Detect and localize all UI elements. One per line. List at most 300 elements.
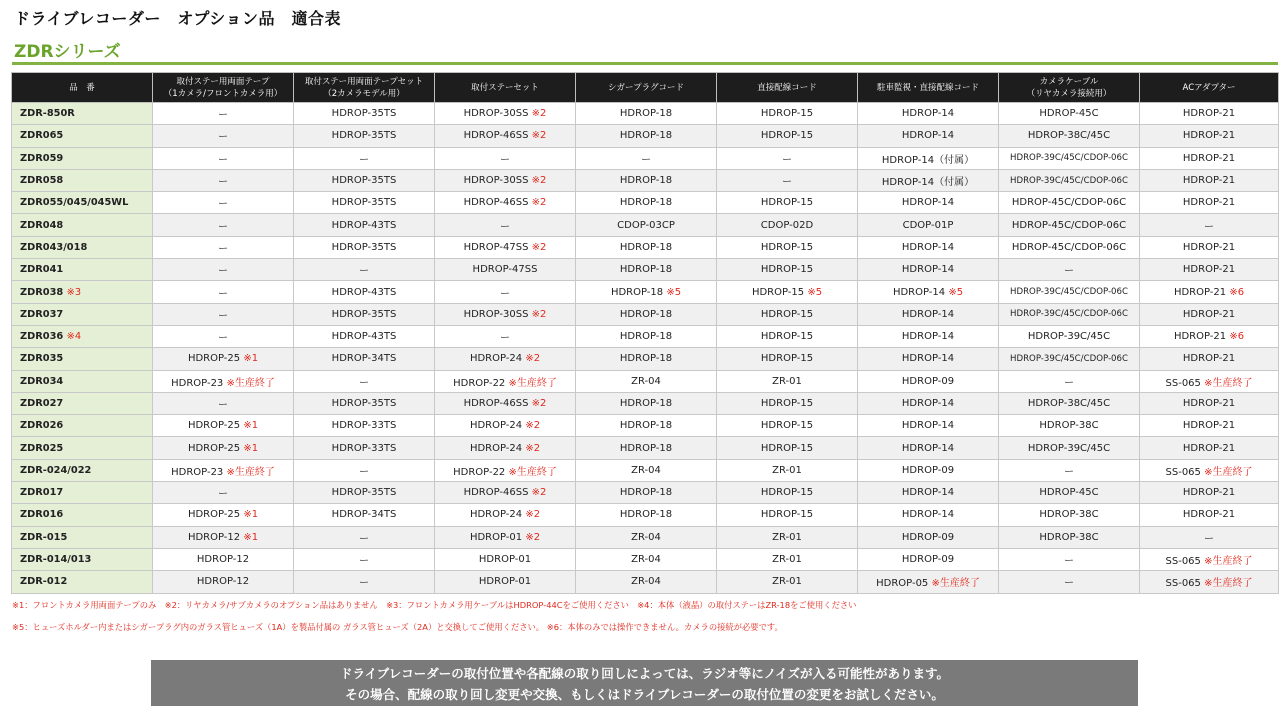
part-cell xyxy=(294,103,435,125)
part-note: ※生産終了 xyxy=(508,377,557,389)
table-row xyxy=(12,103,1279,125)
part-number: HDROP-21 xyxy=(1182,241,1236,253)
part-number: HDROP-30SS xyxy=(463,175,529,187)
part-cell xyxy=(576,281,717,303)
part-number: ー xyxy=(500,154,510,166)
part-cell xyxy=(717,236,858,258)
part-cell xyxy=(1140,192,1279,214)
part-cell xyxy=(858,437,999,459)
part-note: ※2 xyxy=(531,398,547,409)
table-row xyxy=(12,348,1279,370)
part-number: HDROP-46SS xyxy=(463,130,529,142)
part-number: ー xyxy=(1064,266,1074,278)
part-note: ※生産終了 xyxy=(226,377,275,389)
part-number: HDROP-24 xyxy=(469,442,523,454)
part-number: ー xyxy=(500,333,510,345)
model-cell xyxy=(12,548,153,570)
part-cell xyxy=(999,281,1140,303)
model-cell xyxy=(12,214,153,236)
part-number: HDROP-39C/45C/CDOP-06C xyxy=(1010,153,1128,164)
part-cell xyxy=(294,325,435,347)
column-header-sublabel: （1カメラ/フロントカメラ用） xyxy=(163,88,283,99)
part-number: HDROP-21 xyxy=(1182,308,1236,320)
part-note: ※2 xyxy=(531,175,547,187)
column-header xyxy=(294,73,435,103)
part-number: HDROP-22 xyxy=(453,377,506,389)
part-cell xyxy=(717,482,858,504)
part-number: HDROP-30SS xyxy=(463,108,529,120)
column-header-label: シガープラグコード xyxy=(608,82,684,93)
part-number: HDROP-39C/45C/CDOP-06C xyxy=(1010,353,1128,364)
footnote-line-2: ※5：ヒューズホルダー内またはシガープラグ内のガラス管ヒューズ（1A）を製品付属の ガラス管ヒューズ（2A）と交換してご使用ください。 ※6：本体のみでは操作できません。カメラの接続が必要です。 xyxy=(12,622,783,632)
part-number: HDROP-15 xyxy=(760,509,814,521)
part-cell xyxy=(576,437,717,459)
part-cell xyxy=(858,214,999,236)
part-number: ー xyxy=(1064,556,1074,568)
part-number: HDROP-23 xyxy=(171,377,224,389)
model-note: ※4 xyxy=(66,331,82,343)
model-number: ZDR059 xyxy=(20,152,64,164)
part-note: ※2 xyxy=(531,197,547,209)
part-cell xyxy=(576,392,717,414)
model-cell xyxy=(12,236,153,258)
part-note: ※生産終了 xyxy=(1204,556,1253,568)
part-note: ※2 xyxy=(525,353,541,365)
part-cell xyxy=(576,348,717,370)
part-cell xyxy=(435,281,576,303)
part-number: HDROP-38C/45C xyxy=(1027,398,1111,409)
part-cell xyxy=(858,459,999,481)
part-cell xyxy=(435,259,576,281)
part-number: SS-065 xyxy=(1165,578,1201,590)
part-cell xyxy=(858,571,999,593)
part-number: HDROP-15 xyxy=(760,264,814,276)
part-cell xyxy=(717,459,858,481)
part-cell xyxy=(294,259,435,281)
part-cell xyxy=(153,259,294,281)
part-note: ※生産終了 xyxy=(931,578,980,590)
part-number: HDROP-24 xyxy=(469,509,523,521)
part-cell xyxy=(294,348,435,370)
part-number: HDROP-45C xyxy=(1039,108,1099,120)
part-cell xyxy=(858,370,999,392)
part-note: ※1 xyxy=(243,509,259,521)
part-number: ZR-04 xyxy=(631,464,661,476)
table-row xyxy=(12,259,1279,281)
model-cell xyxy=(12,370,153,392)
part-number: HDROP-35TS xyxy=(331,130,397,142)
part-cell xyxy=(717,504,858,526)
part-number: HDROP-21 xyxy=(1182,108,1236,120)
table-row xyxy=(12,459,1279,481)
part-cell xyxy=(294,437,435,459)
part-number: HDROP-21 xyxy=(1182,442,1236,454)
part-cell xyxy=(858,325,999,347)
part-cell xyxy=(576,214,717,236)
part-cell xyxy=(999,415,1140,437)
part-cell xyxy=(1140,281,1279,303)
part-cell xyxy=(294,571,435,593)
part-number: ZR-04 xyxy=(631,554,661,566)
part-cell xyxy=(999,236,1140,258)
table-row xyxy=(12,415,1279,437)
part-cell xyxy=(999,125,1140,147)
part-number: HDROP-21 xyxy=(1173,331,1227,343)
column-header xyxy=(153,73,294,103)
part-cell xyxy=(858,236,999,258)
part-number: HDROP-47SS xyxy=(463,241,529,253)
table-row xyxy=(12,548,1279,570)
part-number: HDROP-14 xyxy=(901,130,955,142)
part-number: HDROP-18 xyxy=(619,197,673,209)
part-cell xyxy=(999,169,1140,191)
part-number: HDROP-39C/45C/CDOP-06C xyxy=(1010,309,1128,320)
table-header-row xyxy=(12,73,1279,103)
part-cell xyxy=(1140,548,1279,570)
model-number: ZDR065 xyxy=(20,130,64,142)
part-number: HDROP-33TS xyxy=(331,442,397,454)
model-cell xyxy=(12,147,153,169)
part-number: ー xyxy=(218,288,228,300)
part-cell xyxy=(153,348,294,370)
part-number: SS-065 xyxy=(1165,377,1201,389)
model-cell xyxy=(12,259,153,281)
part-number: HDROP-22 xyxy=(453,466,506,478)
part-number: HDROP-12 xyxy=(187,531,241,543)
part-cell xyxy=(858,526,999,548)
part-note: ※生産終了 xyxy=(226,466,275,478)
part-number: HDROP-15 xyxy=(760,130,814,142)
part-cell xyxy=(435,504,576,526)
part-number: ー xyxy=(359,578,369,590)
part-number: ー xyxy=(1064,466,1074,478)
part-cell xyxy=(153,147,294,169)
part-cell xyxy=(153,459,294,481)
part-number: ZR-04 xyxy=(631,531,661,543)
part-cell xyxy=(153,303,294,325)
part-cell xyxy=(999,214,1140,236)
part-number: HDROP-18 xyxy=(619,509,673,521)
part-number: ー xyxy=(359,377,369,389)
part-cell xyxy=(999,571,1140,593)
model-number: ZDR026 xyxy=(20,420,64,432)
part-number: ZR-04 xyxy=(631,375,661,387)
model-cell xyxy=(12,415,153,437)
part-number: HDROP-25 xyxy=(187,509,241,521)
part-cell xyxy=(294,392,435,414)
part-cell xyxy=(1140,147,1279,169)
part-cell xyxy=(435,526,576,548)
table-row xyxy=(12,370,1279,392)
part-cell xyxy=(576,303,717,325)
part-note: ※6 xyxy=(1229,286,1245,298)
part-number: HDROP-30SS xyxy=(463,308,529,320)
part-number: ー xyxy=(500,288,510,300)
part-cell xyxy=(153,482,294,504)
part-number: ー xyxy=(218,489,228,501)
part-cell xyxy=(858,281,999,303)
part-note: ※2 xyxy=(531,241,547,253)
part-cell xyxy=(153,504,294,526)
part-cell xyxy=(576,482,717,504)
part-number: HDROP-18 xyxy=(619,241,673,253)
part-cell xyxy=(435,392,576,414)
model-number: ZDR016 xyxy=(20,509,64,521)
part-number: SS-065 xyxy=(1165,466,1201,478)
part-number: ー xyxy=(1204,221,1214,233)
part-cell xyxy=(999,103,1140,125)
part-number: ZR-01 xyxy=(772,576,802,588)
model-cell xyxy=(12,348,153,370)
part-number: HDROP-18 xyxy=(610,286,664,298)
part-cell xyxy=(858,147,999,169)
part-cell xyxy=(294,192,435,214)
part-cell xyxy=(1140,214,1279,236)
part-number: HDROP-38C xyxy=(1039,420,1099,432)
part-number: HDROP-35TS xyxy=(331,308,397,320)
part-cell xyxy=(717,214,858,236)
part-cell xyxy=(435,103,576,125)
part-cell xyxy=(717,325,858,347)
part-number: HDROP-21 xyxy=(1182,420,1236,432)
part-number: HDROP-43TS xyxy=(331,219,397,231)
part-cell xyxy=(435,192,576,214)
part-number: HDROP-14 xyxy=(901,308,955,320)
model-number: ZDR055/045/045WL xyxy=(20,197,129,209)
model-cell xyxy=(12,103,153,125)
part-number: SS-065 xyxy=(1165,556,1201,568)
part-number: ー xyxy=(218,266,228,278)
part-cell xyxy=(858,504,999,526)
part-number: HDROP-43TS xyxy=(331,286,397,298)
part-number: HDROP-21 xyxy=(1182,353,1236,365)
model-number: ZDR025 xyxy=(20,442,64,454)
model-number: ZDR048 xyxy=(20,219,64,231)
part-number: ZR-01 xyxy=(772,464,802,476)
part-number: ー xyxy=(218,199,228,211)
column-header xyxy=(858,73,999,103)
part-number: ー xyxy=(782,154,792,166)
part-cell xyxy=(717,192,858,214)
part-number: HDROP-38C/45C xyxy=(1027,130,1111,142)
column-header-label: ACアダプター xyxy=(1182,82,1236,93)
part-number: HDROP-35TS xyxy=(331,398,397,409)
part-cell xyxy=(999,325,1140,347)
part-cell xyxy=(1140,392,1279,414)
part-note: ※2 xyxy=(531,308,547,320)
part-number: ー xyxy=(218,221,228,233)
part-number: HDROP-21 xyxy=(1182,487,1236,499)
column-header-sublabel: （リヤカメラ接続用） xyxy=(1026,88,1112,99)
part-number: HDROP-47SS xyxy=(472,264,538,276)
part-cell xyxy=(294,459,435,481)
model-cell xyxy=(12,392,153,414)
part-note: ※5 xyxy=(948,286,964,298)
part-number: HDROP-35TS xyxy=(331,241,397,253)
part-note: ※生産終了 xyxy=(508,466,557,478)
table-row xyxy=(12,192,1279,214)
column-header xyxy=(717,73,858,103)
part-number: HDROP-01 xyxy=(478,554,532,566)
part-number: HDROP-21 xyxy=(1173,286,1227,298)
part-cell xyxy=(858,169,999,191)
part-cell xyxy=(999,548,1140,570)
part-cell xyxy=(717,437,858,459)
part-cell xyxy=(717,548,858,570)
model-cell xyxy=(12,192,153,214)
model-number: ZDR034 xyxy=(20,375,64,387)
part-number: HDROP-15 xyxy=(760,308,814,320)
model-number: ZDR038 xyxy=(20,286,64,298)
part-cell xyxy=(717,415,858,437)
part-number: HDROP-14 xyxy=(901,509,955,521)
part-number: HDROP-15 xyxy=(760,108,814,120)
part-number: HDROP-35TS xyxy=(331,487,397,499)
part-cell xyxy=(999,437,1140,459)
model-number: ZDR043/018 xyxy=(20,241,88,253)
part-number: ー xyxy=(218,400,228,411)
model-number: ZDR036 xyxy=(20,331,64,343)
part-note: ※2 xyxy=(531,108,547,120)
part-number: ー xyxy=(218,110,228,122)
column-header-label: 直接配線コード xyxy=(757,82,817,93)
part-cell xyxy=(435,370,576,392)
part-note: ※2 xyxy=(525,509,541,521)
part-number: HDROP-25 xyxy=(187,442,241,454)
table-row xyxy=(12,504,1279,526)
part-note: ※2 xyxy=(531,487,547,499)
part-number: ー xyxy=(359,466,369,478)
part-note: ※5 xyxy=(807,286,823,298)
part-number: HDROP-39C/45C xyxy=(1027,442,1111,454)
part-number: ZR-04 xyxy=(631,576,661,588)
part-number: ー xyxy=(359,533,369,545)
part-number: HDROP-14 xyxy=(901,331,955,343)
part-note: ※5 xyxy=(666,286,682,298)
part-note: ※1 xyxy=(243,531,259,543)
part-number: HDROP-45C xyxy=(1039,487,1099,499)
part-number: HDROP-23 xyxy=(171,466,224,478)
part-cell xyxy=(999,482,1140,504)
model-number: ZDR-014/013 xyxy=(20,554,92,566)
part-cell xyxy=(999,147,1140,169)
part-number: HDROP-39C/45C/CDOP-06C xyxy=(1010,175,1128,186)
part-cell xyxy=(294,281,435,303)
part-cell xyxy=(1140,415,1279,437)
part-cell xyxy=(717,103,858,125)
part-cell xyxy=(717,348,858,370)
page-title: ドライブレコーダー オプション品 適合表 xyxy=(14,9,341,28)
part-number: ー xyxy=(218,333,228,345)
part-cell xyxy=(153,169,294,191)
part-note: ※1 xyxy=(243,353,259,365)
part-cell xyxy=(717,125,858,147)
table-row xyxy=(12,236,1279,258)
model-cell xyxy=(12,437,153,459)
model-number: ZDR-850R xyxy=(20,108,75,120)
part-number: CDOP-02D xyxy=(760,219,814,231)
part-number: HDROP-01 xyxy=(469,531,523,543)
part-cell xyxy=(576,103,717,125)
part-cell xyxy=(294,370,435,392)
model-cell xyxy=(12,459,153,481)
part-number: ー xyxy=(641,154,651,166)
part-cell xyxy=(435,125,576,147)
part-cell xyxy=(435,169,576,191)
part-number: HDROP-01 xyxy=(478,576,532,588)
part-number: HDROP-14 xyxy=(901,197,955,209)
part-cell xyxy=(435,459,576,481)
part-number: HDROP-45C/CDOP-06C xyxy=(1011,241,1127,253)
part-number: HDROP-45C/CDOP-06C xyxy=(1011,219,1127,231)
part-cell xyxy=(858,303,999,325)
part-number: HDROP-18 xyxy=(619,420,673,432)
part-cell xyxy=(1140,459,1279,481)
part-number: HDROP-21 xyxy=(1182,398,1236,409)
part-number: ー xyxy=(500,221,510,233)
part-cell xyxy=(294,526,435,548)
part-cell xyxy=(576,571,717,593)
table-row xyxy=(12,169,1279,191)
part-cell xyxy=(294,504,435,526)
column-header xyxy=(1140,73,1279,103)
part-cell xyxy=(999,303,1140,325)
column-header-label: 取付ステーセット xyxy=(471,82,539,93)
part-cell xyxy=(1140,370,1279,392)
part-number: HDROP-39C/45C xyxy=(1027,331,1111,343)
part-cell xyxy=(435,236,576,258)
part-number: HDROP-18 xyxy=(619,442,673,454)
part-note: ※1 xyxy=(243,442,259,454)
part-cell xyxy=(576,504,717,526)
part-cell xyxy=(435,348,576,370)
model-cell xyxy=(12,526,153,548)
part-cell xyxy=(153,214,294,236)
part-cell xyxy=(858,259,999,281)
part-cell xyxy=(294,548,435,570)
part-number: HDROP-21 xyxy=(1182,197,1236,209)
part-cell xyxy=(1140,125,1279,147)
part-cell xyxy=(1140,103,1279,125)
part-number: HDROP-21 xyxy=(1182,130,1236,142)
column-header-label: 取付ステー用両面テープ xyxy=(176,76,270,87)
notice-line-2: その場合、配線の取り回し変更や交換、もしくはドライブレコーダーの取付位置の変更をお試しください。 xyxy=(345,687,944,702)
part-note: ※生産終了 xyxy=(1204,466,1253,478)
table-body xyxy=(12,103,1279,594)
part-number: ー xyxy=(218,132,228,144)
part-cell xyxy=(153,103,294,125)
part-cell xyxy=(717,281,858,303)
part-number: CDOP-01P xyxy=(902,219,954,231)
part-cell xyxy=(1140,325,1279,347)
part-cell xyxy=(153,125,294,147)
part-cell xyxy=(717,147,858,169)
part-cell xyxy=(999,370,1140,392)
part-number: HDROP-15 xyxy=(760,197,814,209)
part-number: HDROP-18 xyxy=(619,175,673,187)
part-number: ZR-01 xyxy=(772,531,802,543)
table-row xyxy=(12,147,1279,169)
part-cell xyxy=(576,548,717,570)
part-note: ※1 xyxy=(243,420,259,432)
part-cell xyxy=(717,370,858,392)
part-note: ※2 xyxy=(531,130,547,142)
part-number: ー xyxy=(782,177,792,189)
part-cell xyxy=(999,259,1140,281)
model-note: ※3 xyxy=(66,286,82,298)
part-cell xyxy=(1140,259,1279,281)
part-cell xyxy=(576,370,717,392)
